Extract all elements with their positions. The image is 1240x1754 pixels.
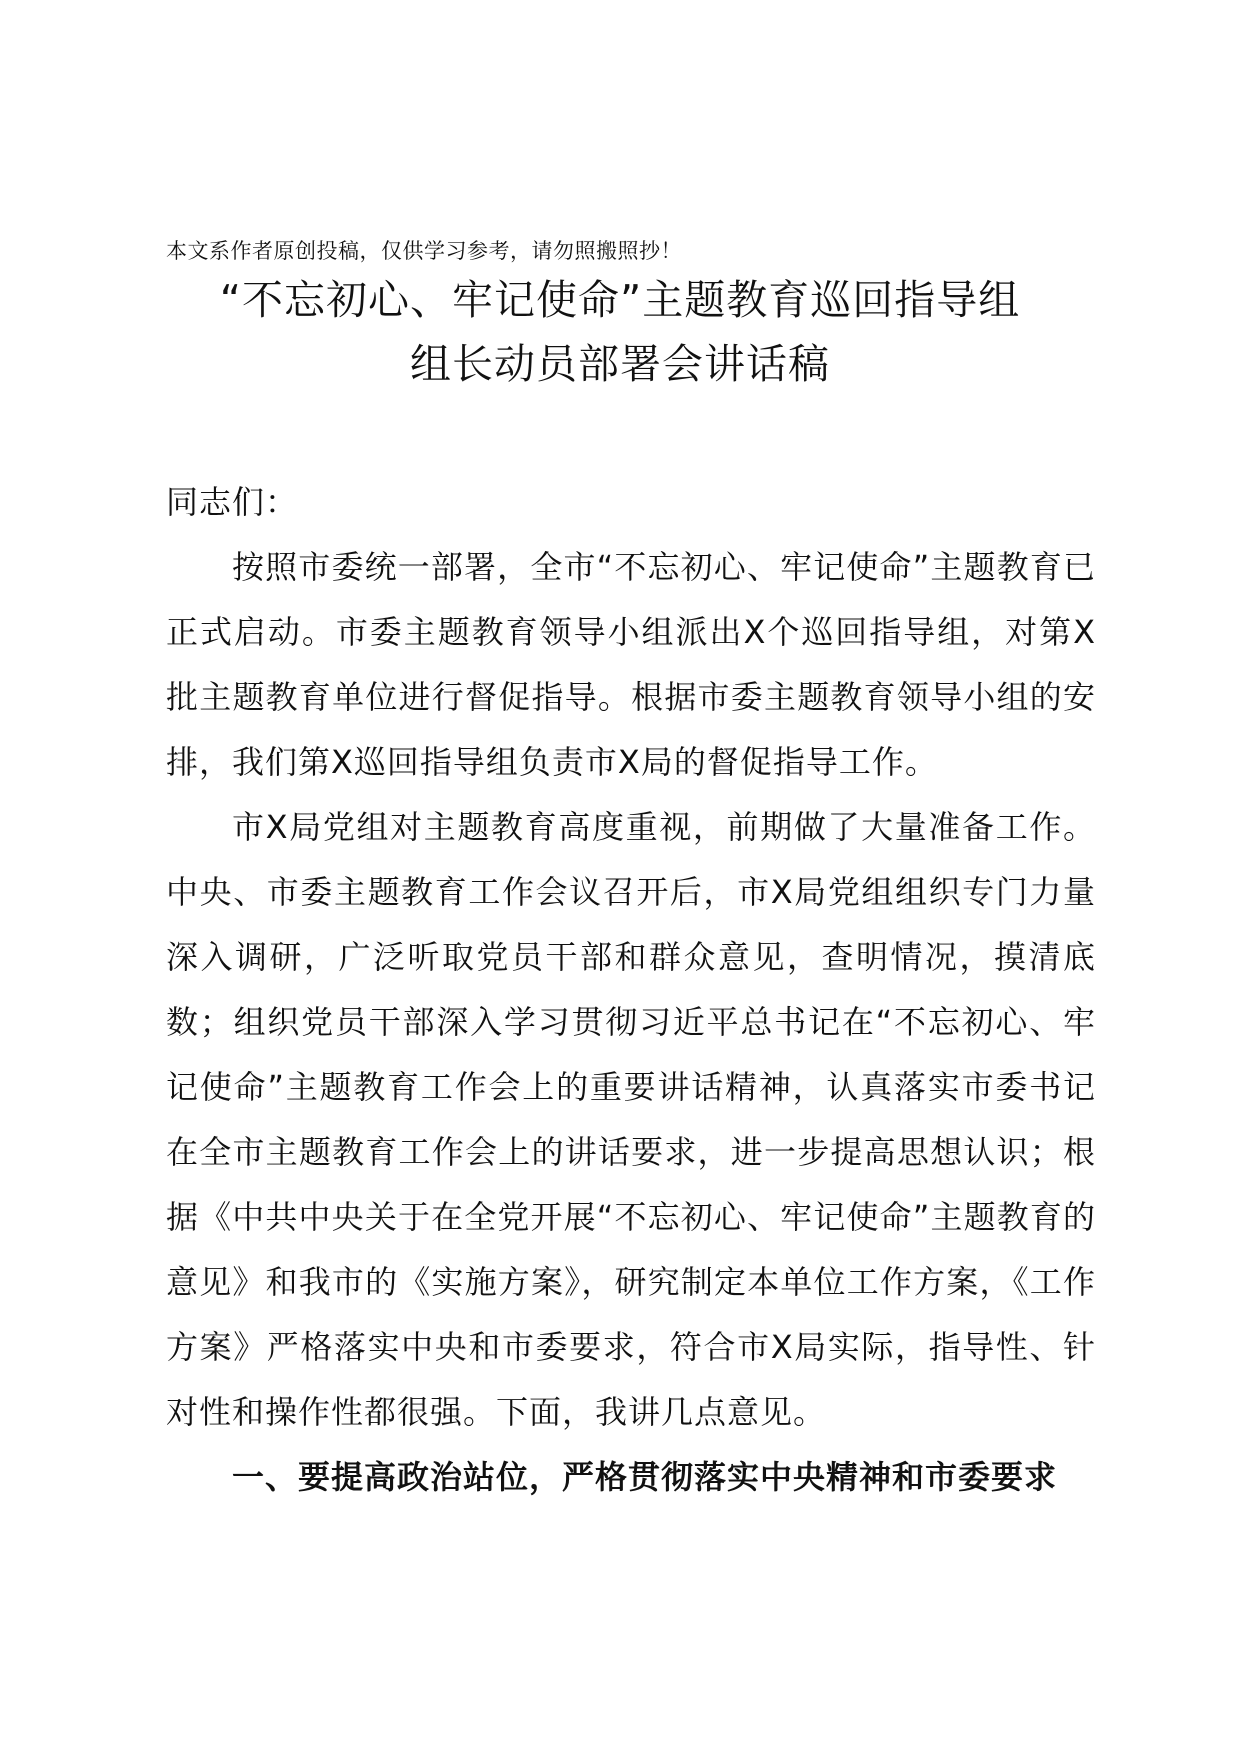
title-line-2: 组长动员部署会讲话稿 [410,340,830,388]
document-body [166,470,1096,1510]
section-heading-1: 一、要提高政治站位，严格贯彻落实中央精神和市委要求 [232,1458,1058,1496]
copyright-notice: 本文系作者原创投稿，仅供学习参考，请勿照搬照抄！ [166,239,682,263]
paragraph-1: 按照市委统一部署，全市“不忘初心、牢记使命”主题教育已正式启动。市委主题教育领导小组派出X个巡回指导组，对第X批主题教育单位进行督促指导。根据市委主题教育领导小组的安排，我们第X巡回指导组负责市X局的督促指导工作。 [166,548,1096,781]
salutation: 同志们： [166,483,299,521]
title-line-1: “不忘初心、牢记使命”主题教育巡回指导组 [219,276,1021,324]
paragraph-2: 市X局党组对主题教育高度重视，前期做了大量准备工作。中央、市委主题教育工作会议召开后，市X局党组组织专门力量深入调研，广泛听取党员干部和群众意见，查明情况，摸清底数；组织党员干部深入学习贯彻习近平总书记在“不忘初心、牢记使命”主题教育工作会上的重要讲话精神，认真落实市委书记在全市主题教育工作会上的讲话要求，进一步提高思想认识；根据《中共中央关于在全党开展“不忘初心、牢记使命”主题教育的意见》和我市的《实施方案》，研究制定本单位工作方案，《工作方案》严格落实中央和市委要求，符合市X局实际，指导性、针对性和操作性都很强。下面，我讲几点意见。 [166,808,1096,1431]
document-title [120,268,1120,396]
